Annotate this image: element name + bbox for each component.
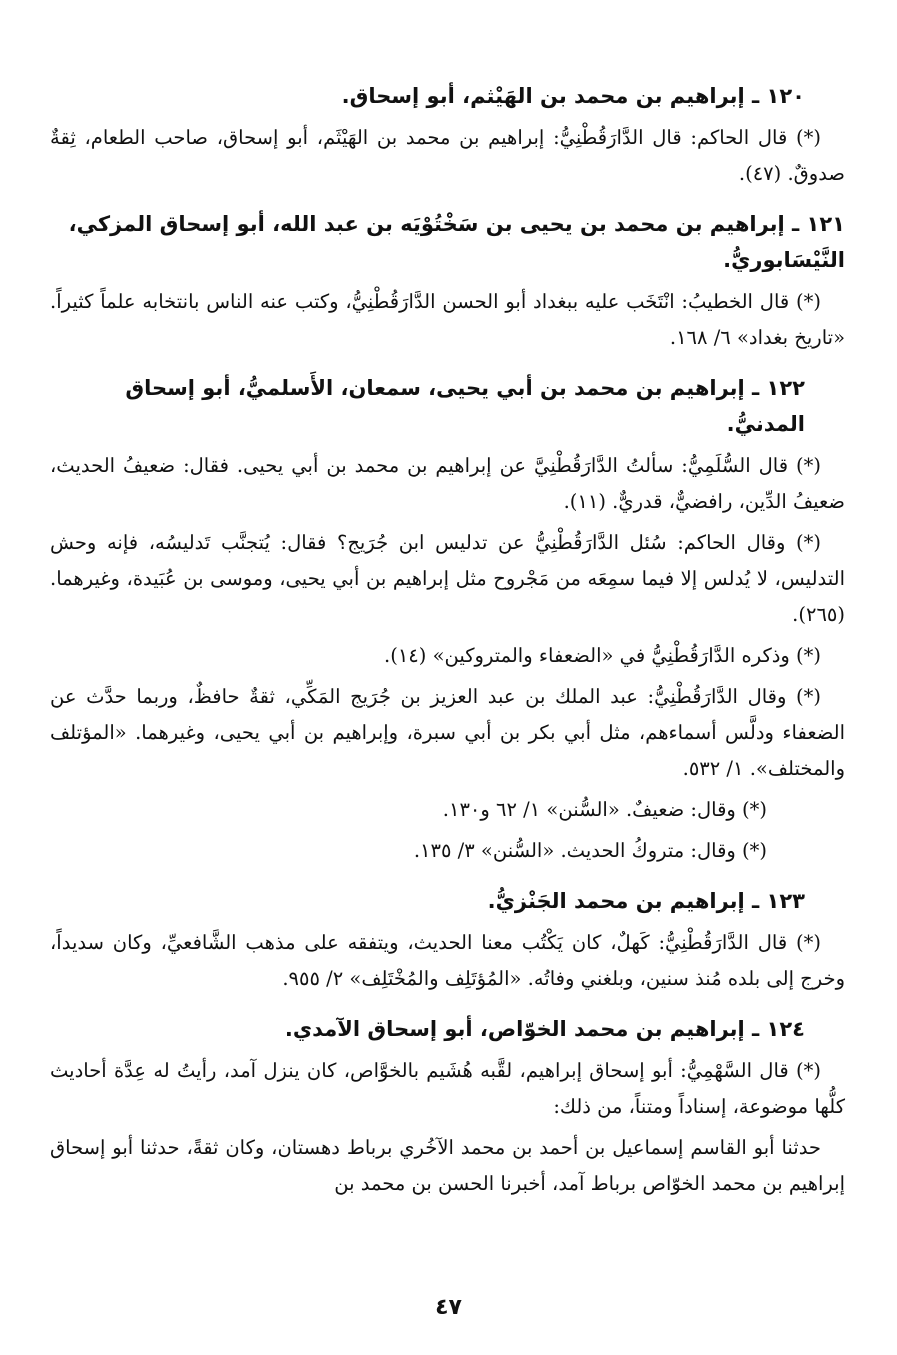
entry-paragraph: (*) وقال الدَّارَقُطْنِيُّ: عبد الملك بن عبد العزيز بن جُرَيج المَكِّي، ثقةٌ حافظٌ، وربما حدَّث عن الضعفاء ودلَّس أسماءهم، مثل أبي بكر بن أبي سبرة، وإبراهيم بن أبي يحيى، وغيرهما. «المؤتلف والمختلف». ١/ ٥٣٢. [50, 685, 845, 780]
document-page [50, 78, 845, 1216]
entry-paragraph: (*) قال السُّلَمِيُّ: سألتُ الدَّارَقُطْنِيَّ عن إبراهيم بن محمد بن أبي يحيى. فقال: ضعيفُ الحديث، ضعيفُ الدِّين، رافضيٌّ، قدريٌّ. (١١). [50, 454, 845, 513]
entry-heading: ١٢٠ ـ إبراهيم بن محمد بن الهَيْثم، أبو إسحاق. [341, 84, 805, 108]
page-number: ٤٧ [435, 1295, 462, 1320]
entry-paragraph: (*) قال السَّهْمِيُّ: أبو إسحاق إبراهيم، لقَّبه هُشَيم بالخوَّاص، كان ينزل آمد، رأيتُ له عِدَّة أحاديث كلُّها موضوعة، إسناداً ومتناً، من ذلك: [50, 1059, 845, 1118]
entry-paragraph: (*) قال الحاكم: قال الدَّارَقُطْنِيُّ: إبراهيم بن محمد بن الهَيْثَم، أبو إسحاق، صاحب الطعام، ثِقةٌ صدوقٌ. (٤٧). [50, 126, 845, 185]
entry-122 [50, 370, 845, 869]
entry-heading: ١٢٤ ـ إبراهيم بن محمد الخوّاص، أبو إسحاق الآمدي. [284, 1017, 805, 1041]
entry-124 [50, 1011, 845, 1202]
entry-heading: ١٢١ ـ إبراهيم بن محمد بن يحيى بن سَخْتُوْيَه بن عبد الله، أبو إسحاق المزكي، النَّيْسَابوريُّ. [68, 212, 845, 272]
entry-paragraph: (*) قال الخطيبُ: انْتَخَب عليه ببغداد أبو الحسن الدَّارَقُطْنِيُّ، وكتب عنه الناس بانتخابه علماً كثيراً. «تاريخ بغداد» ٦/ ١٦٨. [50, 290, 845, 349]
entry-paragraph: (*) قال الدَّارَقُطْنِيُّ: كَهلٌ، كان يَكْتُب معنا الحديث، ويتفقه على مذهب الشَّافعيِّ، وكان سديداً، وخرج إلى بلده مُنذ سنين، وبلغني وفاتُه. «المُؤتَلِف والمُخْتَلِف» ٢/ ٩٥٥. [50, 931, 845, 990]
entry-paragraph: حدثنا أبو القاسم إسماعيل بن أحمد بن محمد الآخُري برباط دهستان، وكان ثقةً، حدثنا أبو إسحاق إبراهيم بن محمد الخوّاص برباط آمد، أخبرنا الحسن بن محمد بن [50, 1136, 845, 1195]
entry-120 [50, 78, 845, 192]
entry-121 [50, 206, 845, 356]
entry-123 [50, 883, 845, 997]
entry-paragraph: (*) وقال: ضعيفٌ. «السُّنن» ١/ ٦٢ و١٣٠. [442, 798, 767, 821]
entry-heading: ١٢٣ ـ إبراهيم بن محمد الجَنْزيُّ. [487, 889, 805, 913]
entry-paragraph: (*) وقال: متروكُ الحديث. «السُّنن» ٣/ ١٣٥. [413, 839, 767, 862]
entry-paragraph: (*) وذكره الدَّارَقُطْنِيُّ في «الضعفاء والمتروكين» (١٤). [384, 644, 821, 667]
entry-paragraph: (*) وقال الحاكم: سُئل الدَّارَقُطْنِيُّ عن تدليس ابن جُرَيج؟ فقال: يُتجنَّب تَدليسُه، فإنه وحش التدليس، لا يُدلس إلا فيما سمِعَه من مَجْروح مثل إبراهيم بن أبي يحيى، وموسى بن عُبَيدة، وغيرهما. (٢٦٥). [50, 531, 845, 626]
entry-heading: ١٢٢ ـ إبراهيم بن محمد بن أبي يحيى، سمعان، الأَسلميُّ، أبو إسحاق المدنيُّ. [125, 376, 805, 436]
